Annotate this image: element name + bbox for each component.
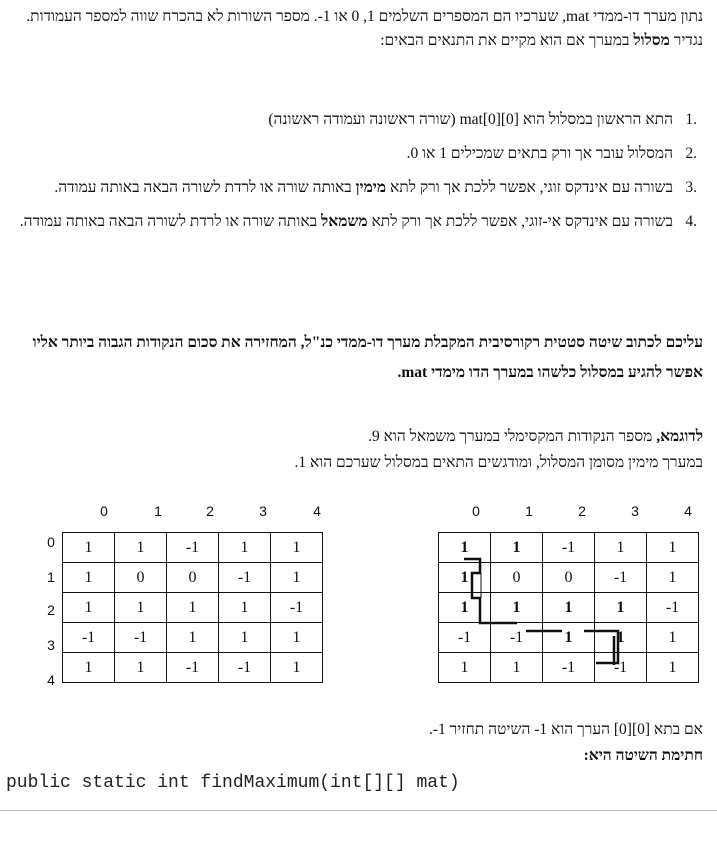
grid-cell: 1	[491, 533, 543, 563]
method-signature-code: public static int findMaximum(int[][] mat)	[6, 773, 460, 793]
grid-cell: 1	[271, 623, 323, 653]
bottom-divider	[0, 810, 717, 811]
grid-cell: 1	[595, 593, 647, 623]
signature-title: חתימת השיטה היא:	[583, 747, 703, 764]
grid-cell: 1	[647, 653, 699, 683]
grid-cell: 1	[167, 593, 219, 623]
grid-cell: 1	[439, 653, 491, 683]
grid-cell: 1	[439, 593, 491, 623]
grid-cell: 1	[439, 563, 491, 593]
grid-cell: -1	[595, 563, 647, 593]
grid-cell: -1	[219, 653, 271, 683]
path-definition-line: נגדיר מסלול במערך אם הוא מקיים את התנאים הבאים:	[380, 32, 703, 49]
grid-cell: 1	[647, 623, 699, 653]
grid-cell: 1	[219, 623, 271, 653]
condition-item: .1 התא הראשון במסלול הוא mat[0][0] (שורה ראשונה ועמודה ראשונה)	[268, 111, 697, 128]
grid-cell: -1	[271, 593, 323, 623]
grid-cell: -1	[491, 623, 543, 653]
grid-cell: 1	[271, 563, 323, 593]
grid-cell: -1	[167, 533, 219, 563]
grid-cell: 1	[271, 653, 323, 683]
grid-cell: 1	[63, 533, 115, 563]
grid-cell: -1	[219, 563, 271, 593]
note-text: אם בתא [0][0] הערך הוא 1- השיטה תחזיר 1-.	[428, 721, 703, 738]
grid-cell: -1	[167, 653, 219, 683]
grid-cell: 1	[647, 563, 699, 593]
conditions-list	[3, 107, 703, 243]
condition-item: .2 המסלול עובר אך ורק בתאים שמכילים 1 או 0.	[406, 145, 697, 162]
grid-cell: 1	[271, 533, 323, 563]
grid-cell: 1	[543, 593, 595, 623]
grid-cell: -1	[63, 623, 115, 653]
grid-cell: -1	[647, 593, 699, 623]
grid-cell: 1	[491, 653, 543, 683]
right-grid	[438, 532, 699, 683]
condition-item: .3 בשורה עם אינדקס זוגי, אפשר ללכת אך ורק לתא מימין באותה שורה או לרדת לשורה הבאה באותה עמודה.	[54, 179, 697, 196]
grid-cell: 1	[63, 563, 115, 593]
grid-cell: -1	[595, 653, 647, 683]
grid-cell: 1	[647, 533, 699, 563]
grid-cell: -1	[115, 623, 167, 653]
grid-cell: 1	[439, 533, 491, 563]
task-paragraph: עליכם לכתוב שיטה סטטית רקורסיבית המקבלת מערך דו-ממדי כנ"ל, המחזירה את סכום הנקודות הגבוה ביותר אליו אפשר להגיע במסלול כלשהו במערך הדו מימדי mat.	[32, 334, 703, 381]
grid-cell: 1	[219, 593, 271, 623]
path-term: מסלול	[633, 32, 670, 49]
grid-cell: 0	[167, 563, 219, 593]
grid-cell: 1	[595, 533, 647, 563]
grid-cell: -1	[543, 533, 595, 563]
intro-line: נתון מערך דו-ממדי mat, שערכיו הם המספרים השלמים 1, 0 או 1-. מספר השורות לא בהכרח שווה למספר העמודות.	[26, 8, 703, 25]
intro-paragraph	[13, 5, 703, 53]
grid-cell: 1	[167, 623, 219, 653]
grid-cell: 1	[595, 623, 647, 653]
grid-cell: 1	[115, 533, 167, 563]
example-paragraph: לדוגמא, מספר הנקודות המקסימלי במערך משמאל הוא 9. במערך מימין מסומן המסלול, ומודגשים התאים במסלול שערכם הוא 1.	[294, 428, 703, 471]
grid-cell: 1	[63, 653, 115, 683]
grid-cell: 1	[219, 533, 271, 563]
grid-cell: 1	[543, 623, 595, 653]
grid-cell: 0	[115, 563, 167, 593]
grid-cell: 1	[491, 593, 543, 623]
left-grid	[62, 532, 323, 683]
grid-cell: 1	[63, 593, 115, 623]
grid-cell: 0	[543, 563, 595, 593]
grid-cell: -1	[439, 623, 491, 653]
grid-cell: 0	[491, 563, 543, 593]
grid-cell: 1	[115, 653, 167, 683]
grid-cell: 1	[115, 593, 167, 623]
condition-item: .4 בשורה עם אינדקס אי-זוגי, אפשר ללכת אך ורק לתא משמאל באותה שורה או לרדת לשורה הבאה באותה עמודה.	[19, 213, 697, 230]
grid-cell: -1	[543, 653, 595, 683]
